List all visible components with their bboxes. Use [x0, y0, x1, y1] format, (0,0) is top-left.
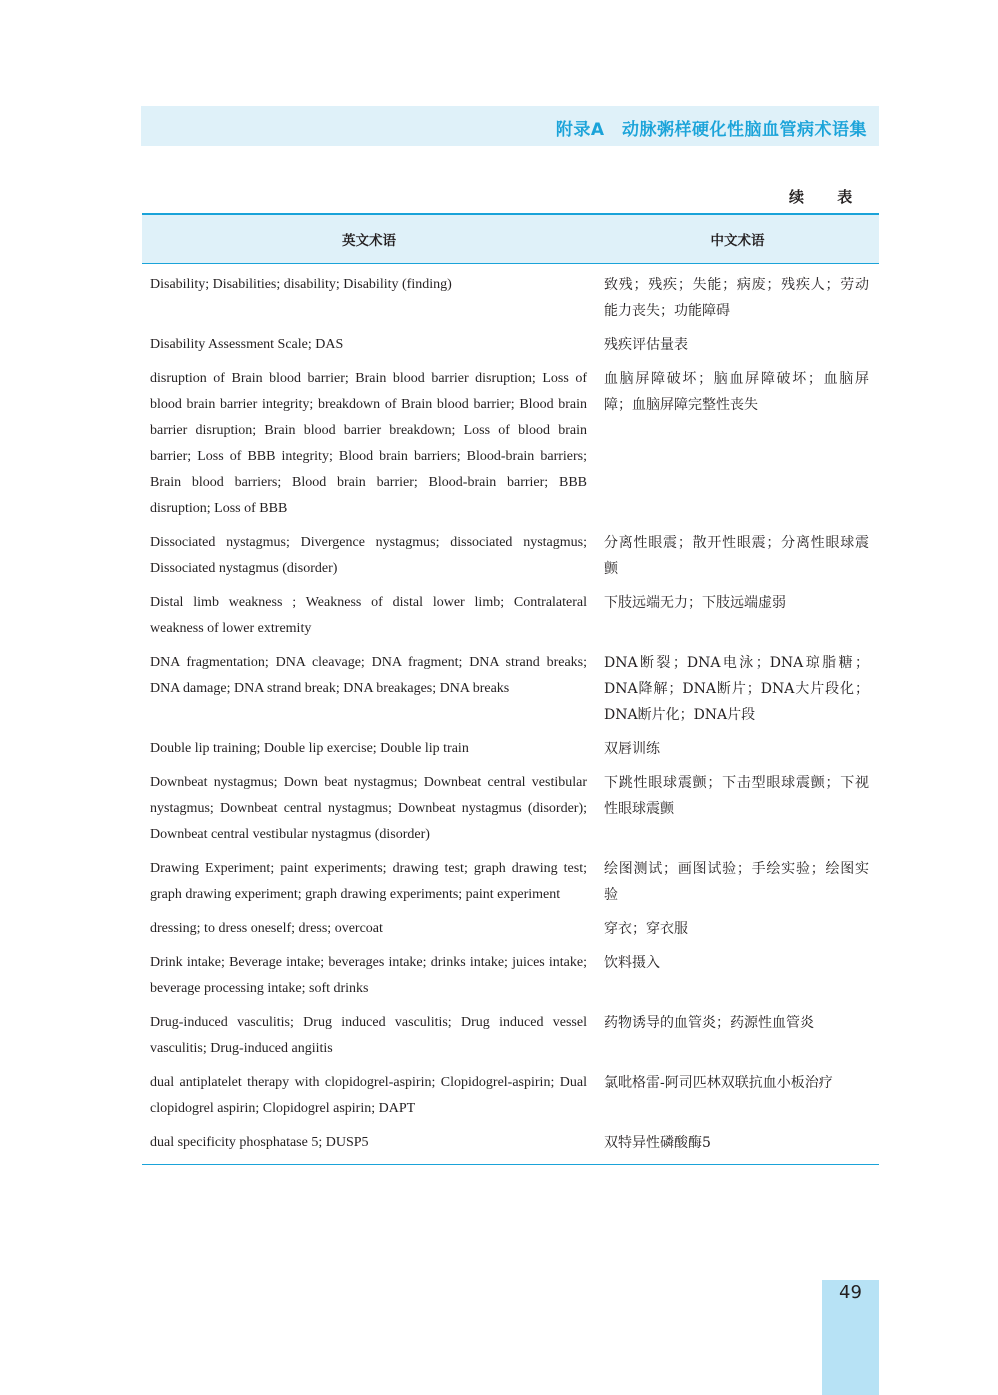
table-row [142, 530, 879, 590]
chinese-term: 致残；残疾；失能；病废；残疾人；劳动能力丧失；功能障碍 [604, 277, 869, 319]
chinese-term: 下跳性眼球震颤；下击型眼球震颤；下视性眼球震颤 [604, 775, 869, 817]
terminology-table [142, 213, 879, 1165]
table-row [142, 770, 879, 856]
page-number: 49 [839, 1282, 862, 1303]
table-header [142, 215, 879, 264]
english-term: Distal limb weakness ; Weakness of distal lower limb; Contralateral weakness of lower extremity [150, 595, 587, 636]
chinese-term: 绘图测试；画图试验；手绘实验；绘图实验 [604, 861, 869, 903]
english-term: Double lip training; Double lip exercise; Double lip train [150, 741, 469, 756]
english-term: Disability Assessment Scale; DAS [150, 337, 344, 352]
english-term: dressing; to dress oneself; dress; overcoat [150, 921, 383, 936]
table-row [142, 332, 879, 366]
english-term: dual specificity phosphatase 5; DUSP5 [150, 1135, 369, 1150]
english-term: Drug-induced vasculitis; Drug induced vasculitis; Drug induced vessel vasculitis; Drug-induced angiitis [150, 1015, 587, 1056]
english-term: DNA fragmentation; DNA cleavage; DNA fragment; DNA strand breaks; DNA damage; DNA strand break; DNA breakages; DNA breaks [150, 655, 587, 696]
column-header-chinese: 中文术语 [710, 233, 765, 249]
table-row [142, 1010, 879, 1070]
table-row [142, 916, 879, 950]
table-row [142, 856, 879, 916]
chinese-term: 双特异性磷酸酶5 [604, 1135, 711, 1151]
table-row [142, 1070, 879, 1130]
running-header-title: 附录A 动脉粥样硬化性脑血管病术语集 [555, 120, 867, 140]
table-row [142, 736, 879, 770]
chinese-term: 双唇训练 [604, 741, 660, 757]
continued-label: 续 表 [789, 188, 867, 206]
chinese-term: 药物诱导的血管炎；药源性血管炎 [604, 1015, 814, 1031]
page-number-tab [822, 1280, 879, 1395]
chinese-term: 血脑屏障破坏；脑血屏障破坏；血脑屏障；血脑屏障完整性丧失 [604, 371, 869, 413]
chinese-term: 下肢远端无力；下肢远端虚弱 [604, 595, 786, 611]
english-term: disruption of Brain blood barrier; Brain blood barrier disruption; Loss of blood brain barrier integrity; breakdown of Brain blood barrier; Blood brain barrier disruption; Brain blood barrier breakdown; Loss of blood brain barrier; Loss of BBB integrity; Blood brain barriers; Blood-brain barriers; Brain blood barriers; Blood brain barrier; Blood-brain barrier; BBB disruption; Loss of BBB [150, 371, 587, 516]
chinese-term: 残疾评估量表 [604, 337, 688, 353]
table-row [142, 950, 879, 1010]
english-term: dual antiplatelet therapy with clopidogrel-aspirin; Clopidogrel-aspirin; Dual clopidogrel aspirin; Clopidogrel aspirin; DAPT [150, 1075, 587, 1116]
english-term: Disability; Disabilities; disability; Disability (finding) [150, 277, 452, 292]
running-header [141, 106, 879, 146]
table-row [142, 590, 879, 650]
english-term: Drawing Experiment; paint experiments; drawing test; graph drawing test; graph drawing experiment; graph drawing experiments; paint experiment [150, 861, 587, 902]
chinese-term: 饮料摄入 [604, 955, 660, 971]
english-term: Drink intake; Beverage intake; beverages intake; drinks intake; juices intake; beverage processing intake; soft drinks [150, 955, 587, 996]
chinese-term: 氯吡格雷-阿司匹林双联抗血小板治疗 [604, 1075, 833, 1091]
column-header-english: 英文术语 [342, 233, 396, 249]
chinese-term: DNA断裂；DNA电泳；DNA琼脂糖；DNA降解；DNA断片；DNA大片段化；DNA断片化；DNA片段 [604, 655, 869, 723]
table-row [142, 1130, 879, 1164]
english-term: Dissociated nystagmus; Divergence nystagmus; dissociated nystagmus; Dissociated nystagmus (disorder) [150, 535, 587, 576]
chinese-term: 分离性眼震；散开性眼震；分离性眼球震颤 [604, 535, 869, 577]
chinese-term: 穿衣；穿衣服 [604, 921, 688, 937]
english-term: Downbeat nystagmus; Down beat nystagmus; Downbeat central vestibular nystagmus; Downbeat central nystagmus; Downbeat nystagmus (disorder); Downbeat central vestibular nystagmus (disorder) [150, 775, 587, 842]
table-body [142, 264, 879, 1164]
table-row [142, 366, 879, 530]
table-row [142, 650, 879, 736]
table-row [142, 272, 879, 332]
